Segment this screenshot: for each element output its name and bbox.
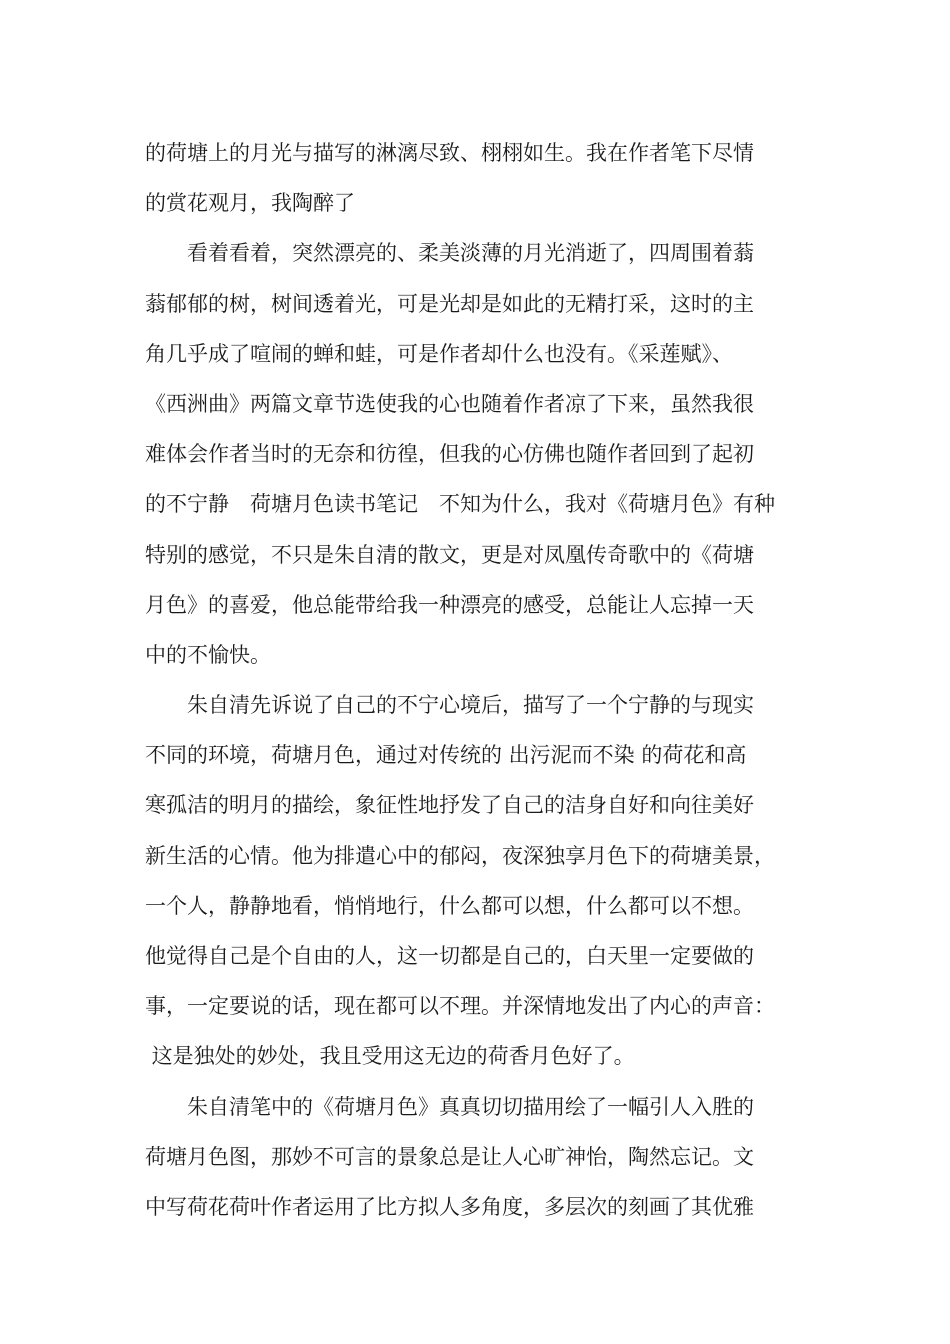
text-line: 难体会作者当时的无奈和彷徨，但我的心仿佛也随作者回到了起初 xyxy=(145,442,754,467)
text-line: 角几乎成了喧闹的蝉和蛙，可是作者却什么也没有。《采莲赋》、 xyxy=(145,341,733,366)
text-line: 这是独处的妙处，我且受用这无边的荷香月色好了。 xyxy=(145,1044,635,1069)
text-line: 月色》的喜爱，他总能带给我一种漂亮的感受，总能让人忘掉一天 xyxy=(145,592,754,617)
text-line: 的赏花观月，我陶醉了 xyxy=(145,191,355,216)
text-line: 中写荷花荷叶作者运用了比方拟人多角度，多层次的刻画了其优雅 xyxy=(145,1194,754,1219)
text-line: 他觉得自己是个自由的人，这一切都是自己的，白天里一定要做的 xyxy=(145,944,754,968)
text-line: 中的不愉快。 xyxy=(145,642,271,667)
text-line: 《西洲曲》两篇文章节选使我的心也随着作者凉了下来，虽然我很 xyxy=(145,391,754,416)
body-text xyxy=(145,128,817,1232)
text-line: 一个人，静静地看，悄悄地行，什么都可以想，什么都可以不想。 xyxy=(145,893,754,918)
text-line: 新生活的心情。他为排遣心中的郁闷，夜深独享月色下的荷塘美景， xyxy=(145,843,775,868)
text-line: 特别的感觉，不只是朱自清的散文，更是对凤凰传奇歌中的《荷塘 xyxy=(145,542,754,567)
text-line: 的不宁静 荷塘月色读书笔记 不知为什么，我对《荷塘月色》有种 xyxy=(145,492,775,517)
text-line: 不同的环境，荷塘月色，通过对传统的 出污泥而不染 的荷花和高 xyxy=(145,743,747,768)
text-line: 事，一定要说的话，现在都可以不理。并深情地发出了内心的声音： xyxy=(145,994,775,1019)
text-line: 寒孤洁的明月的描绘，象征性地抒发了自己的洁身自好和向往美好 xyxy=(145,793,754,818)
text-line: 的荷塘上的月光与描写的淋漓尽致、栩栩如生。我在作者笔下尽情 xyxy=(145,141,754,165)
text-line: 朱自清笔中的《荷塘月色》真真切切描用绘了一幅引人入胜的 xyxy=(145,1094,754,1119)
text-line: 朱自清先诉说了自己的不宁心境后，描写了一个宁静的与现实 xyxy=(145,693,754,718)
text-line: 荷塘月色图，那妙不可言的景象总是让人心旷神怡，陶然忘记。文 xyxy=(145,1144,754,1169)
text-line: 看着看着，突然漂亮的、柔美淡薄的月光消逝了，四周围着蓊 xyxy=(145,241,754,266)
text-line: 蓊郁郁的树，树间透着光，可是光却是如此的无精打采，这时的主 xyxy=(145,291,754,316)
